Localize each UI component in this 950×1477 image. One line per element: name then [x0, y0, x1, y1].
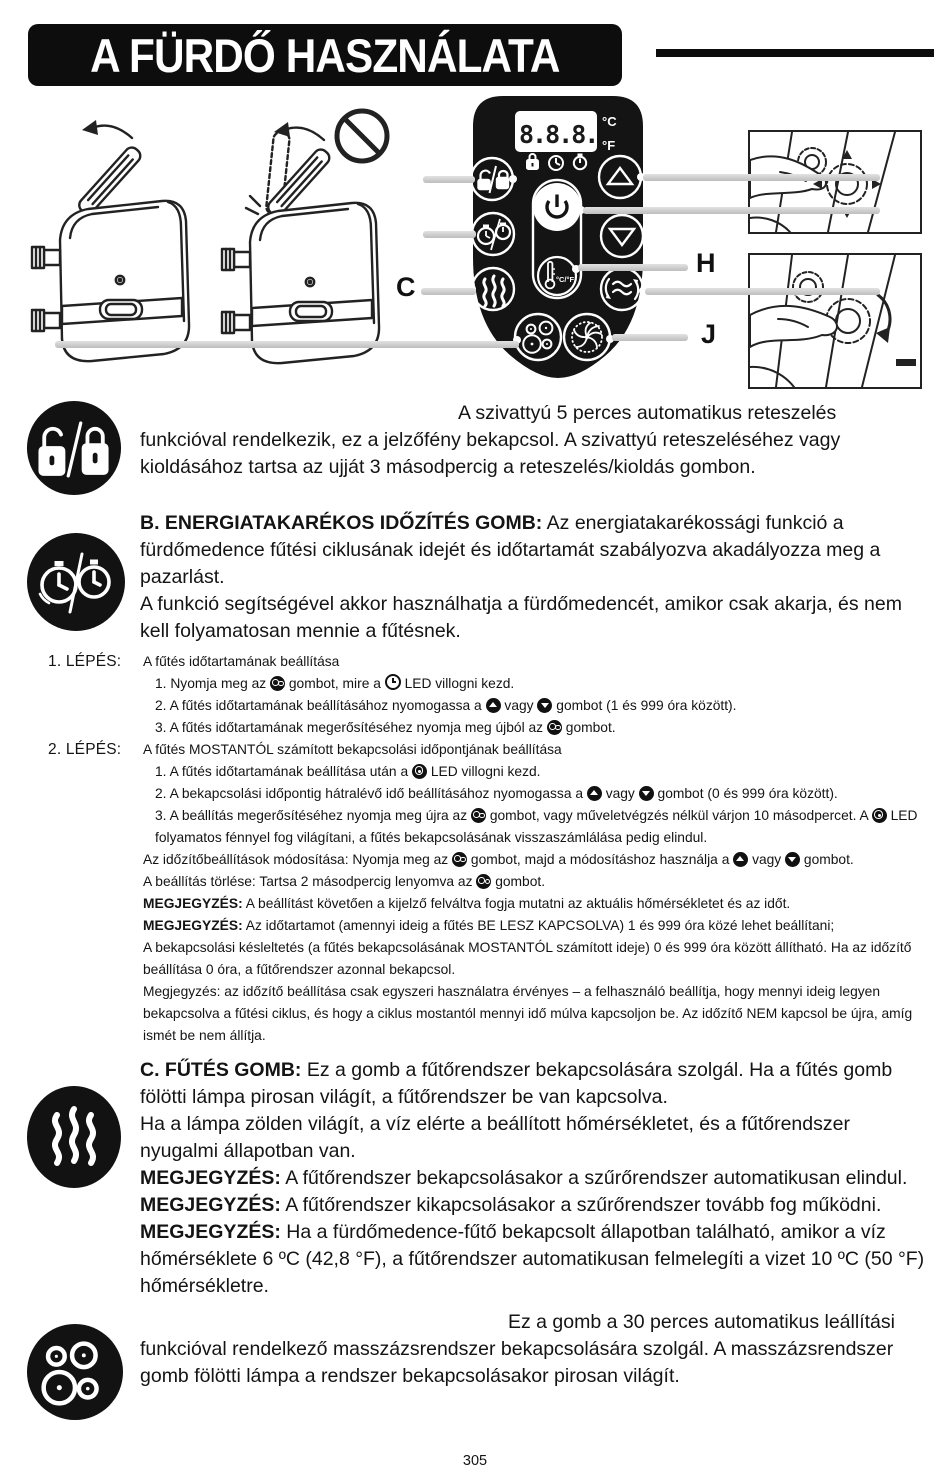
step-note-1: MEGJEGYZÉS: A beállítást követően a kijelző felváltva fogja mutatni az aktuális hőmérsékletet és az időt.	[143, 896, 791, 911]
energy-timer-icon	[26, 532, 126, 632]
lock-paragraph: A szivattyú 5 perces automatikus reteszelés funkcióval rendelkezik, ez a jelzőfény bekapcsol. A szivattyú reteszeléséhez vagy kioldásához tartsa az ujját 3 másodpercig a reteszelés/kioldás gombon.	[140, 402, 841, 478]
celsius-label: °C	[602, 114, 617, 129]
label-c: C	[396, 272, 416, 302]
timer-button-icon	[471, 808, 486, 823]
pump-illustration-no-vertical-pull	[212, 98, 397, 380]
callout-line	[645, 288, 880, 295]
up-button-icon	[587, 786, 602, 801]
step-2-title: A fűtés MOSTANTÓL számított bekapcsolási időpontjának beállítása	[143, 742, 562, 757]
step-1: 1. LÉPÉS: A fűtés időtartamának beállítása 1. Nyomja meg az gombot, mire a LED villogni kezd. 2. A fűtés időtartamának beállításához nyomogassa a vagy gombot (1 és 999 óra között). 3. A fűtés időtartamának megerősítéséhez nyomja meg újból az gombot.	[48, 651, 928, 739]
section-lock	[0, 400, 950, 501]
down-button-icon	[537, 698, 552, 713]
minus-icon	[896, 359, 916, 366]
arrow-icon	[82, 120, 98, 135]
callout-line	[612, 334, 688, 341]
timer-led-icon	[385, 674, 401, 690]
timer-button-icon	[476, 874, 491, 889]
illustration-area	[0, 90, 950, 398]
section-massage	[0, 1309, 950, 1426]
energy-timer-paragraph2: A funkció segítségével akkor használhatja a fürdőmedencét, amikor csak akarja, és nem kell folyamatosan mennie a fűtésnek.	[140, 593, 902, 642]
pump-connector	[222, 312, 250, 333]
callout-line	[578, 264, 688, 271]
down-button-icon	[785, 852, 800, 867]
down-button-icon	[639, 786, 654, 801]
heat-note-3: MEGJEGYZÉS: Ha a fürdőmedence-fűtő bekapcsolt állapotban található, amikor a víz hőmérséklete 6 ºC (42,8 °F), a fűtőrendszer automatikusan felmelegíti a vizet 10 ºC (50 °F) hőmérsékletre.	[140, 1221, 925, 1297]
pump-connector	[32, 247, 60, 268]
up-button-icon	[486, 698, 501, 713]
step-2-label: 2. LÉPÉS:	[48, 741, 122, 758]
page-number: 305	[462, 1453, 488, 1469]
jet-adjust-illustration-bottom	[748, 253, 922, 389]
heat-note-1: MEGJEGYZÉS: A fűtőrendszer bekapcsolásakor a szűrőrendszer automatikusan elindul.	[140, 1167, 908, 1189]
step-1-label: 1. LÉPÉS:	[48, 653, 122, 670]
callout-line	[55, 341, 519, 348]
timer-button-icon	[270, 676, 285, 691]
timer-button-icon	[452, 852, 467, 867]
section-heat: C. FŰTÉS GOMB: Ez a gomb a fűtőrendszer bekapcsolására szolgál. Ha a fűtés gomb fölötti lámpa pirosan világít, a fűtőrendszer be van kapcsolva. Ha a lámpa zölden világít, a víz elérte a beállított hőmérsékletet, és a fűtőrendszer nyugalmi állapotban van. MEGJEGYZÉS: A fűtőrendszer bekapcsolásakor a szűrőrendszer automatikusan elindul. MEGJEGYZÉS: A fűtőrendszer kikapcsolásakor a szűrőrendszer tovább fog működni. MEGJEGYZÉS: Ha a fürdőmedence-fűtő bekapcsolt állapotban található, amikor a víz hőmérséklete 6 ºC (42,8 °F), a fűtőrendszer automatikusan felmelegíti a vizet 10 ºC (50 °F) hőmérsékletre.	[0, 1057, 950, 1300]
fahrenheit-label: °F	[602, 138, 616, 153]
section-energy-timer	[0, 510, 950, 645]
callout-line	[421, 288, 476, 295]
countdown-led-icon	[872, 808, 887, 823]
energy-timer-heading: B. ENERGIATAKARÉKOS IDŐZÍTÉS GOMB:	[140, 512, 543, 534]
pump-connector	[222, 249, 250, 270]
energy-timer-paragraph: B. ENERGIATAKARÉKOS IDŐZÍTÉS GOMB: Az energiatakarékossági funkció a fürdőmedence fűtési ciklusának idejét és időtartamát szabályozva akadályozza meg a pazarlást.	[140, 512, 881, 588]
callout-line	[583, 207, 880, 214]
massage-paragraph: Ez a gomb a 30 perces automatikus leállítási funkcióval rendelkező masszázsrendszer bekapcsolására szolgál. A masszázsrendszer gomb fölötti lámpa a rendszer bekapcsolásakor pirosan világít.	[140, 1311, 895, 1387]
rotate-arrow-icon	[876, 327, 890, 343]
step-1-title: A fűtés időtartamának beállítása	[143, 654, 340, 669]
heat-paragraph: C. FŰTÉS GOMB: Ez a gomb a fűtőrendszer bekapcsolására szolgál. Ha a fűtés gomb fölötti lámpa pirosan világít, a fűtőrendszer be van kapcsolva.	[140, 1059, 893, 1108]
temp-toggle-label: °C/°F	[556, 275, 575, 284]
label-j: J	[701, 319, 717, 349]
title-rule	[656, 49, 934, 57]
heat-icon	[26, 1085, 122, 1189]
label-h: H	[696, 248, 716, 278]
jet-adjust-illustration-top	[748, 130, 922, 234]
heat-heading: C. FŰTÉS GOMB:	[140, 1059, 302, 1081]
lock-unlock-icon	[26, 400, 122, 496]
display-value: 8.8.8.	[519, 120, 598, 149]
bubbles-icon	[26, 1323, 124, 1421]
pump-illustration-raise-handle	[30, 108, 205, 378]
prohibition-icon	[337, 111, 387, 161]
steps-block	[48, 651, 928, 1047]
callout-line	[643, 174, 880, 181]
body-text	[0, 400, 950, 1426]
callout-line	[423, 176, 475, 183]
countdown-led-icon	[412, 764, 427, 779]
step-note-2: MEGJEGYZÉS: Az időtartamot (amennyi ideig a fűtés BE LESZ KAPCSOLVA) 1 és 999 óra közé lehet beállítani;	[143, 918, 835, 933]
page-title: A FÜRDŐ HASZNÁLATA	[90, 28, 560, 82]
timer-button-icon	[547, 720, 562, 735]
pump-connector	[32, 310, 60, 331]
callout-line	[423, 231, 476, 238]
heat-note-2: MEGJEGYZÉS: A fűtőrendszer kikapcsolásakor a szűrőrendszer tovább fog működni.	[140, 1194, 882, 1216]
panel-power-button	[533, 183, 581, 231]
page-title-banner	[28, 24, 622, 86]
step-note-4: Megjegyzés: az időzítő beállítása csak egyszeri használatra érvényes – a felhasználó beállítja, hogy mennyi ideig legyen bekapcsolva a fűtési ciklus, és hogy a ciklus mostantól mennyi idő múlva kapcsoljon be. Az időzítő NEM kapcsol be újra, amíg ismét be nem állítja.	[143, 984, 913, 1043]
step-2: 2. LÉPÉS: A fűtés MOSTANTÓL számított bekapcsolási időpontjának beállítása 1. A fűtés időtartamának beállítása után a LED villogni kezd. 2. A bekapcsolási időpontig hátralévő idő beállításához nyomogassa a vagy gombot (0 és 999 óra között). 3. A beállítás megerősítéséhez nyomja meg újra az gombot, vagy műveletvégzés nélkül várjon 10 másodpercet. A LED folyamatos fénnyel fog világítani, a fűtés bekapcsolásának visszaszámlálása pedig elindul. Az időzítőbeállítások módosítása: Nyomja meg az gombot, majd a módosításhoz használja a vagy gombot. A beállítás törlése: Tartsa 2 másodpercig lenyomva az gombot. MEGJEGYZÉS: A beállítást követően a kijelző felváltva fogja mutatni az aktuális hőmérsékletet és az időt. MEGJEGYZÉS: Az időtartamot (amennyi ideig a fűtés BE LESZ KAPCSOLVA) 1 és 999 óra közé lehet beállítani; A bekapcsolási késleltetés (a fűtés bekapcsolásának MOSTANTÓL számított ideje) 0 és 999 óra között állítható. Ha az időzítő beállítása 0 óra, a fűtőrendszer azonnal bekapcsol. Megjegyzés: az időzítő beállítása csak egyszeri használatra érvényes – a felhasználó beállítja, hogy mennyi ideig legyen bekapcsolva a fűtési ciklus, és hogy a ciklus mostantól mennyi idő múlva kapcsoljon be. Az időzítő NEM kapcsol be újra, amíg ismét be nem állítja.	[48, 739, 928, 1047]
up-button-icon	[733, 852, 748, 867]
step-note-3: A bekapcsolási késleltetés (a fűtés bekapcsolásának MOSTANTÓL számított ideje) 0 és 999 óra között állítható. Ha az időzítő beállítása 0 óra, a fűtőrendszer azonnal bekapcsol.	[143, 940, 912, 977]
